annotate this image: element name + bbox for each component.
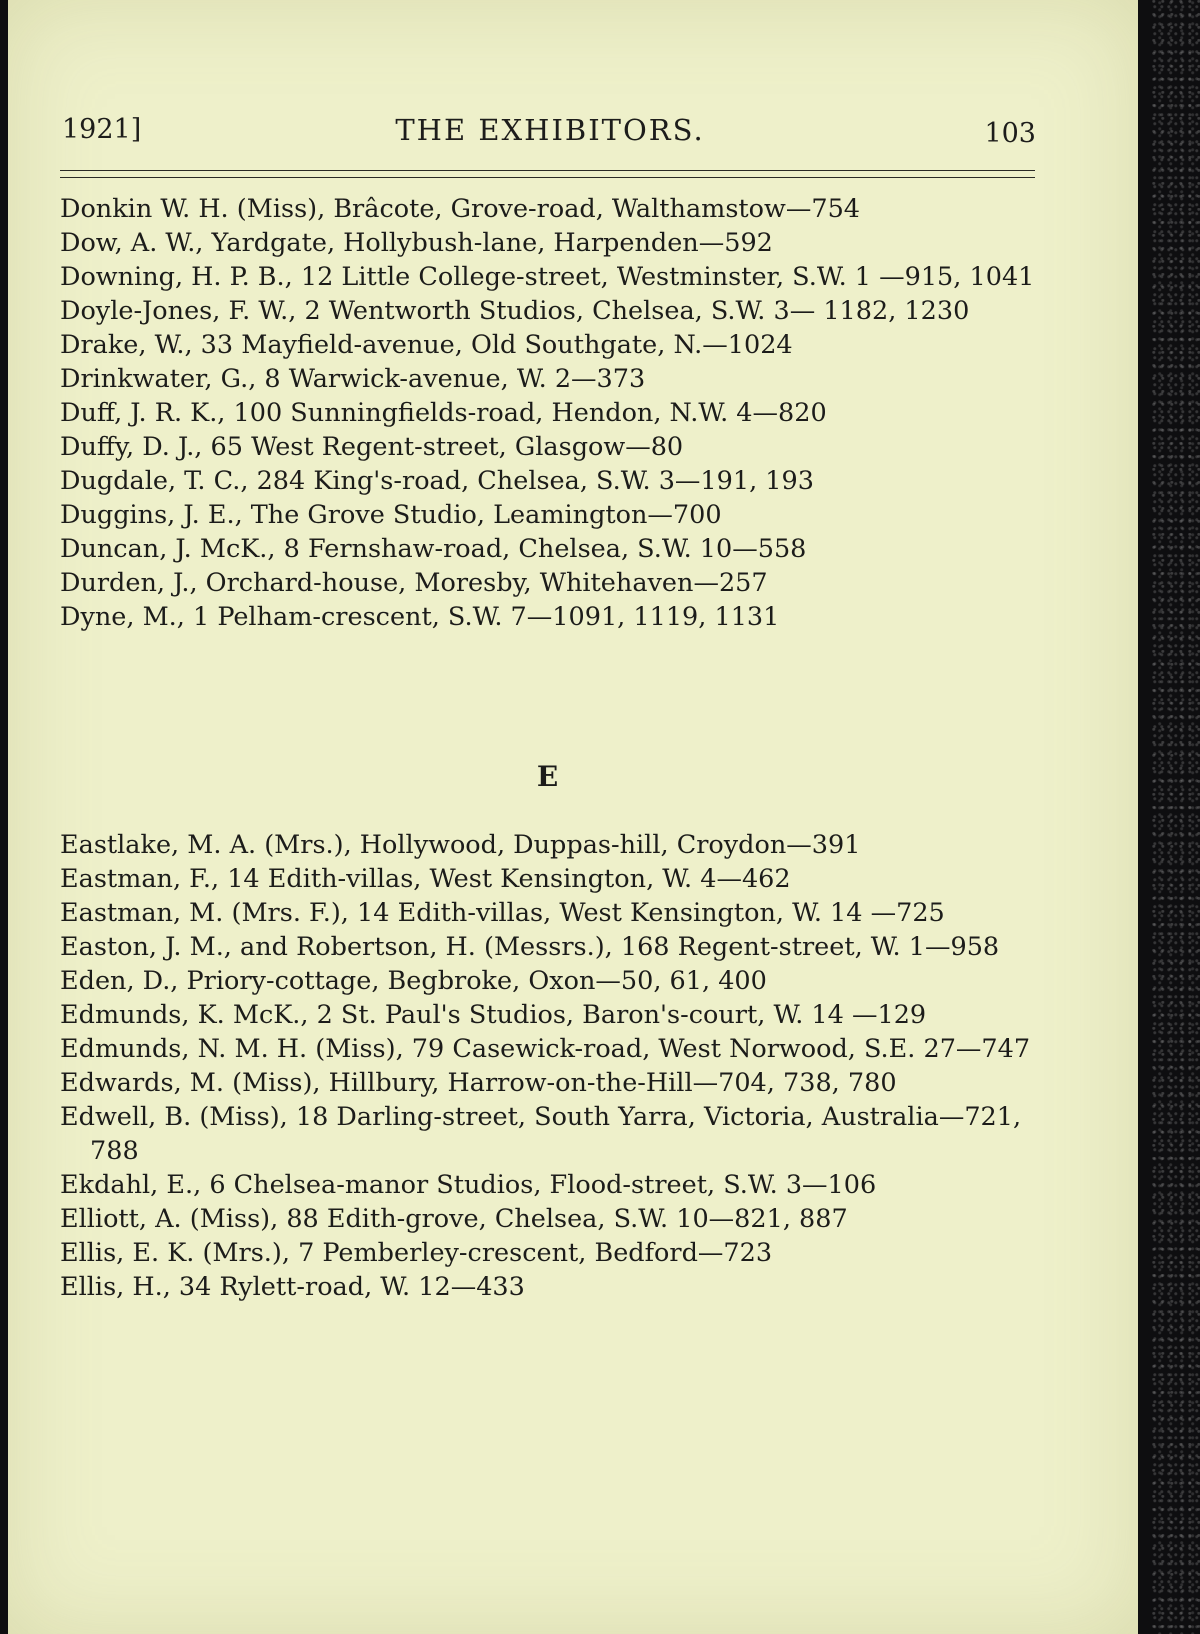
list-item: Ellis, E. K. (Mrs.), 7 Pemberley-crescent, Bedford—723: [60, 1238, 773, 1268]
list-item: Duffy, D. J., 65 West Regent-street, Glasgow—80: [60, 432, 684, 462]
list-item: Dyne, M., 1 Pelham-crescent, S.W. 7—1091, 1119, 1131: [60, 602, 780, 632]
background-speckle: [1152, 0, 1200, 1634]
section-d-list: [60, 192, 1040, 634]
list-item: Downing, H. P. B., 12 Little College-street, Westminster, S.W. 1 —915, 1041: [60, 262, 1035, 292]
list-item: Edwell, B. (Miss), 18 Darling-street, South Yarra, Victoria, Australia—721, 788: [60, 1102, 1022, 1166]
list-item: Doyle-Jones, F. W., 2 Wentworth Studios, Chelsea, S.W. 3— 1182, 1230: [60, 296, 970, 326]
list-item: Eastman, M. (Mrs. F.), 14 Edith-villas, West Kensington, W. 14 —725: [60, 898, 945, 928]
header-rule-top: [60, 170, 1035, 171]
list-item: Dow, A. W., Yardgate, Hollybush-lane, Harpenden—592: [60, 228, 773, 258]
page-title: THE EXHIBITORS.: [395, 113, 705, 147]
list-item: Edmunds, K. McK., 2 St. Paul's Studios, Baron's-court, W. 14 —129: [60, 1000, 927, 1030]
list-item: Durden, J., Orchard-house, Moresby, Whitehaven—257: [60, 568, 768, 598]
list-item: Donkin W. H. (Miss), Brâcote, Grove-road, Walthamstow—754: [60, 194, 861, 224]
list-item: Ellis, H., 34 Rylett-road, W. 12—433: [60, 1272, 525, 1302]
list-item: Eastlake, M. A. (Mrs.), Hollywood, Duppas-hill, Croydon—391: [60, 830, 861, 860]
list-item: Ekdahl, E., 6 Chelsea-manor Studios, Flood-street, S.W. 3—106: [60, 1170, 877, 1200]
list-item: Drinkwater, G., 8 Warwick-avenue, W. 2—373: [60, 364, 646, 394]
header-rule-bottom: [60, 177, 1035, 178]
section-e-list: [60, 828, 1040, 1304]
list-item: Eastman, F., 14 Edith-villas, West Kensington, W. 4—462: [60, 864, 791, 894]
list-item: Edmunds, N. M. H. (Miss), 79 Casewick-road, West Norwood, S.E. 27—747: [60, 1034, 1031, 1064]
section-heading-e: E: [536, 760, 559, 793]
list-item: Duncan, J. McK., 8 Fernshaw-road, Chelsea, S.W. 10—558: [60, 534, 807, 564]
list-item: Eden, D., Priory-cottage, Begbroke, Oxon—50, 61, 400: [60, 966, 767, 996]
page-number: 103: [984, 118, 1036, 149]
header-year: 1921]: [62, 114, 142, 145]
list-item: Dugdale, T. C., 284 King's-road, Chelsea, S.W. 3—191, 193: [60, 466, 814, 496]
list-item: Duff, J. R. K., 100 Sunningfields-road, Hendon, N.W. 4—820: [60, 398, 827, 428]
book-page: [8, 0, 1138, 1634]
list-item: Easton, J. M., and Robertson, H. (Messrs.), 168 Regent-street, W. 1—958: [60, 932, 1000, 962]
list-item: Elliott, A. (Miss), 88 Edith-grove, Chelsea, S.W. 10—821, 887: [60, 1204, 848, 1234]
list-item: Drake, W., 33 Mayfield-avenue, Old Southgate, N.—1024: [60, 330, 793, 360]
list-item: Duggins, J. E., The Grove Studio, Leamington—700: [60, 500, 722, 530]
list-item: Edwards, M. (Miss), Hillbury, Harrow-on-the-Hill—704, 738, 780: [60, 1068, 897, 1098]
running-header: [60, 108, 1040, 154]
